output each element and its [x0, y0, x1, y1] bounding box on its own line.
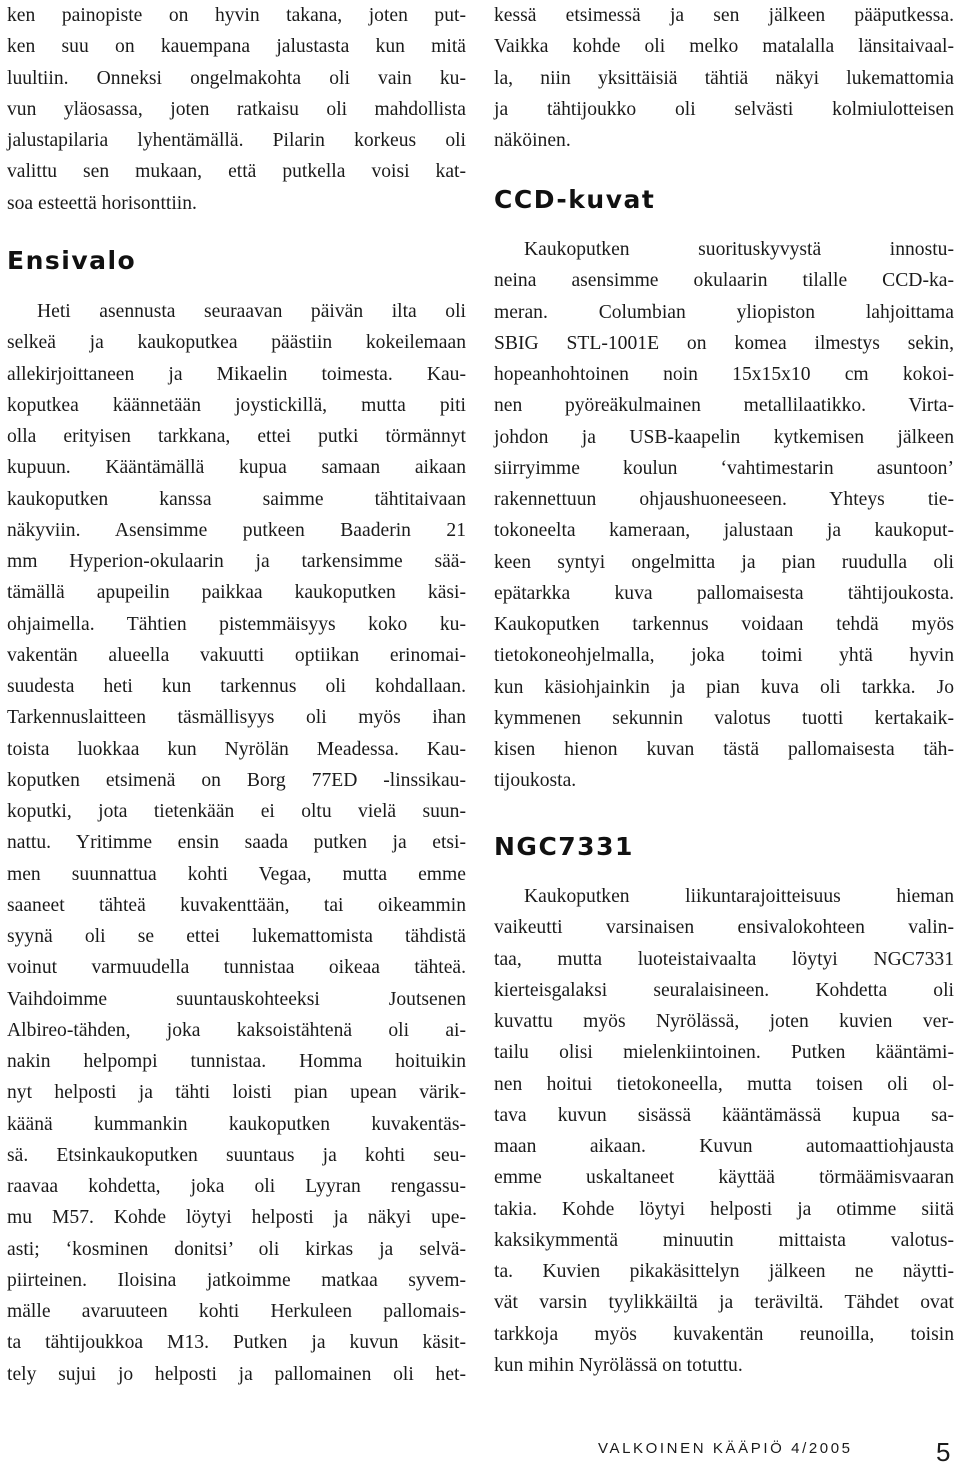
text-line: nakin helpompi tunnistaa. Homma hoituikin — [7, 1051, 466, 1072]
text-line: Kaukoputken suorituskyvystä innostu- — [524, 239, 954, 260]
text-line: kaukoputken kanssa saimme tähtitaivaan — [7, 488, 466, 510]
text-line: kessä etsimessä ja sen jälkeen pääputkessa. — [494, 5, 954, 26]
text-line: ta tähtijoukkoa M13. Putken ja kuvun käsit- — [7, 1332, 466, 1354]
text-line: hopeanhohtoinen noin 15x15x10 cm kokoi- — [494, 364, 954, 385]
text-line: Albireo-tähden, joka kaksoistähtenä oli ai- — [7, 1019, 466, 1041]
text-line: johdon ja USB-kaapelin kytkemisen jälkeen — [494, 426, 954, 448]
text-line: rakennettuun ohjaushuoneeseen. Yhteys tie- — [494, 489, 954, 510]
section-heading-ccd-kuvat: CCD-kuvat — [494, 185, 656, 214]
text-line: ken painopiste on hyvin takana, joten put- — [7, 5, 466, 26]
text-line: SBIG STL-1001E on komea ilmestys sekin, — [494, 332, 954, 354]
page-number: 5 — [936, 1437, 951, 1467]
text-line: tailu olisi mielenkiintoinen. Putken kääntämi- — [494, 1042, 954, 1064]
text-line: jalustapilaria lyhentämällä. Pilarin korkeus oli — [7, 130, 466, 151]
text-line: tämällä apupeilin paikkaa kaukoputken käsi- — [7, 582, 466, 604]
text-line: tarkkoja myös kuvakentän reunoilla, toisin — [494, 1323, 954, 1345]
text-line: raavaa kohdetta, joka oli Lyyran rengassu- — [7, 1176, 466, 1197]
text-line: syynä oli se ettei lukemattomista tähdistä — [7, 926, 466, 947]
text-line: koputkea käännetään joystickillä, mutta piti — [7, 394, 466, 416]
text-line: kun käsiohjainkin ja pian kuva oli tarkka. Jo — [494, 676, 954, 698]
text-line: asti; ‘kosminen donitsi’ oli kirkas ja selvä- — [7, 1238, 466, 1260]
text-line: emme uskaltaneet käyttää törmäämisvaaran — [494, 1167, 954, 1189]
text-line: epätarkka kuva pallomaisesta tähtijoukosta. — [494, 582, 954, 604]
text-line: tokoneelta kameraan, jalustaan ja kaukoput- — [494, 520, 954, 542]
text-line: kuvattu myös Nyrölässä, joten kuvien ver- — [494, 1011, 954, 1032]
text-line: mälle avaruuteen kohti Herkuleen pallomais- — [7, 1301, 466, 1322]
text-line: saaneet tähteä kuvakenttään, tai oikeammin — [7, 894, 466, 916]
text-line: kisen hienon kuvan tästä pallomaisesta täh- — [494, 739, 954, 760]
text-line: tietokoneohjelmalla, joka toimi yhtä hyvin — [494, 645, 954, 667]
text-line: valittu sen mukaan, että putkella voisi kat- — [7, 161, 466, 183]
text-line: tava kuvun sisässä kääntämässä kupua sa- — [494, 1104, 954, 1126]
text-line: ta. Kuvien pikakäsittelyn jälkeen ne näytti- — [494, 1261, 954, 1282]
text-line: nyt helposti ja tähti loisti pian upean värik- — [7, 1082, 466, 1104]
text-line: takia. Kohde löytyi helposti ja otimme siitä — [494, 1198, 954, 1220]
text-line: sä. Etsinkaukoputken suuntaus ja kohti seu- — [7, 1144, 466, 1166]
text-line: voinut varmuudella tunnistaa oikeaa tähteä. — [7, 957, 466, 979]
text-line: kaksikymmentä minuutin mittaista valotus- — [494, 1229, 954, 1251]
text-line: kierteisgalaksi seuralaisineen. Kohdetta oli — [494, 979, 954, 1001]
text-line: olla erityisen tarkkana, ettei putki törmännyt — [7, 426, 466, 447]
text-line: mu M57. Kohde löytyi helposti ja näkyi upe- — [7, 1207, 466, 1229]
text-line: luultiin. Onneksi ongelmakohta oli vain ku- — [7, 67, 466, 89]
text-line: ken suu on kauempana jalustasta kun mitä — [7, 36, 466, 58]
text-line: siirryimme koulun ‘vahtimestarin asuntoon’ — [494, 457, 954, 479]
text-line: tijoukosta. — [494, 770, 577, 792]
text-line: keen syntyi ongelmitta ja pian ruudulla oli — [494, 551, 954, 573]
text-line: Vaikka kohde oli melko matalalla länsitaivaal- — [494, 36, 954, 58]
ngc-paragraph — [494, 881, 954, 1381]
text-line: näkyviin. Asensimme putkeen Baaderin 21 — [7, 519, 466, 541]
text-line: ohjaimella. Tähtien pistemmäisyys koko ku- — [7, 613, 466, 635]
text-line: nen hoitui tietokoneella, mutta toisen oli ol- — [494, 1073, 954, 1095]
text-line: ja tähtijoukko oli selvästi kolmiulotteisen — [494, 98, 954, 120]
text-line: Kaukoputken tarkennus voidaan tehdä myös — [494, 614, 954, 635]
text-line: neina asensimme okulaarin tilalle CCD-ka- — [494, 270, 954, 292]
text-line: näköinen. — [494, 130, 571, 151]
text-line: allekirjoittaneen ja Mikaelin toimesta. Kau- — [7, 363, 466, 385]
text-line: mm Hyperion-okulaarin ja tarkensimme sää- — [7, 551, 466, 572]
text-line: nen pyöreäkulmainen metallilaatikko. Virta- — [494, 395, 954, 417]
text-line: suudesta heti kun tarkennus oli kohdallaan. — [7, 676, 466, 697]
text-line: Tarkennuslaitteen täsmällisyys oli myös ihan — [7, 707, 466, 729]
section-heading-ngc7331: NGC7331 — [494, 832, 634, 861]
publication-footer: VALKOINEN KÄÄPIÖ 4/2005 — [598, 1440, 853, 1457]
text-line: kupuun. Kääntämällä kupua samaan aikaan — [7, 457, 466, 479]
text-line: vaikeutti varsinaisen ensivalokohteen valin- — [494, 917, 954, 939]
text-line: käänä kummankin kaukoputken kuvakentäs- — [7, 1113, 466, 1135]
text-line: Vaihdoimme suuntauskohteeksi Joutsenen — [7, 988, 466, 1010]
left-body-paragraph — [7, 296, 466, 1390]
text-line: selkeä ja kaukoputkea päästiin kokeilemaan — [7, 332, 466, 354]
text-line: piirteinen. Iloisina jatkoimme matkaa syvem- — [7, 1269, 466, 1291]
text-line: maan aikaan. Kuvun automaattiohjausta — [494, 1136, 954, 1157]
text-line: kun mihin Nyrölässä on totuttu. — [494, 1354, 743, 1376]
text-line: vun yläosassa, joten ratkaisu oli mahdollista — [7, 98, 466, 120]
text-line: koputken etsimenä on Borg 77ED -linssikau- — [7, 769, 466, 791]
text-line: nattu. Yritimme ensin saada putken ja etsi- — [7, 832, 466, 854]
text-line: tely sujui jo helposti ja pallomainen oli het- — [7, 1363, 466, 1385]
text-line: Kaukoputken liikuntarajoitteisuus hieman — [524, 886, 954, 907]
text-line: la, niin yksittäisiä tähtiä näkyi lukemattomia — [494, 67, 954, 89]
text-line: Heti asennusta seuraavan päivän ilta oli — [37, 301, 466, 322]
text-line: vät varsin tyylikkäiltä ja teräviltä. Tähdet ovat — [494, 1292, 954, 1314]
left-intro-paragraph — [7, 0, 466, 219]
text-line: taa, mutta luoteistaivaalta löytyi NGC7331 — [494, 948, 954, 970]
text-line: soa esteettä horisonttiin. — [7, 192, 197, 214]
ccd-paragraph — [494, 234, 954, 797]
text-line: meran. Columbian yliopiston lahjoittama — [494, 301, 954, 323]
text-line: koputki, jota tietenkään ei oltu vielä suun- — [7, 801, 466, 822]
text-line: men suunnattua kohti Vegaa, mutta emme — [7, 863, 466, 885]
text-line: kymmenen sekunnin valotus tuotti kertakaik- — [494, 707, 954, 729]
section-heading-ensivalo: Ensivalo — [7, 246, 137, 275]
right-intro-paragraph — [494, 0, 954, 156]
text-line: toista luokkaa kun Nyrölän Meadessa. Kau- — [7, 738, 466, 760]
text-line: vakentän alueella vakuutti optiikan erinomai- — [7, 644, 466, 666]
